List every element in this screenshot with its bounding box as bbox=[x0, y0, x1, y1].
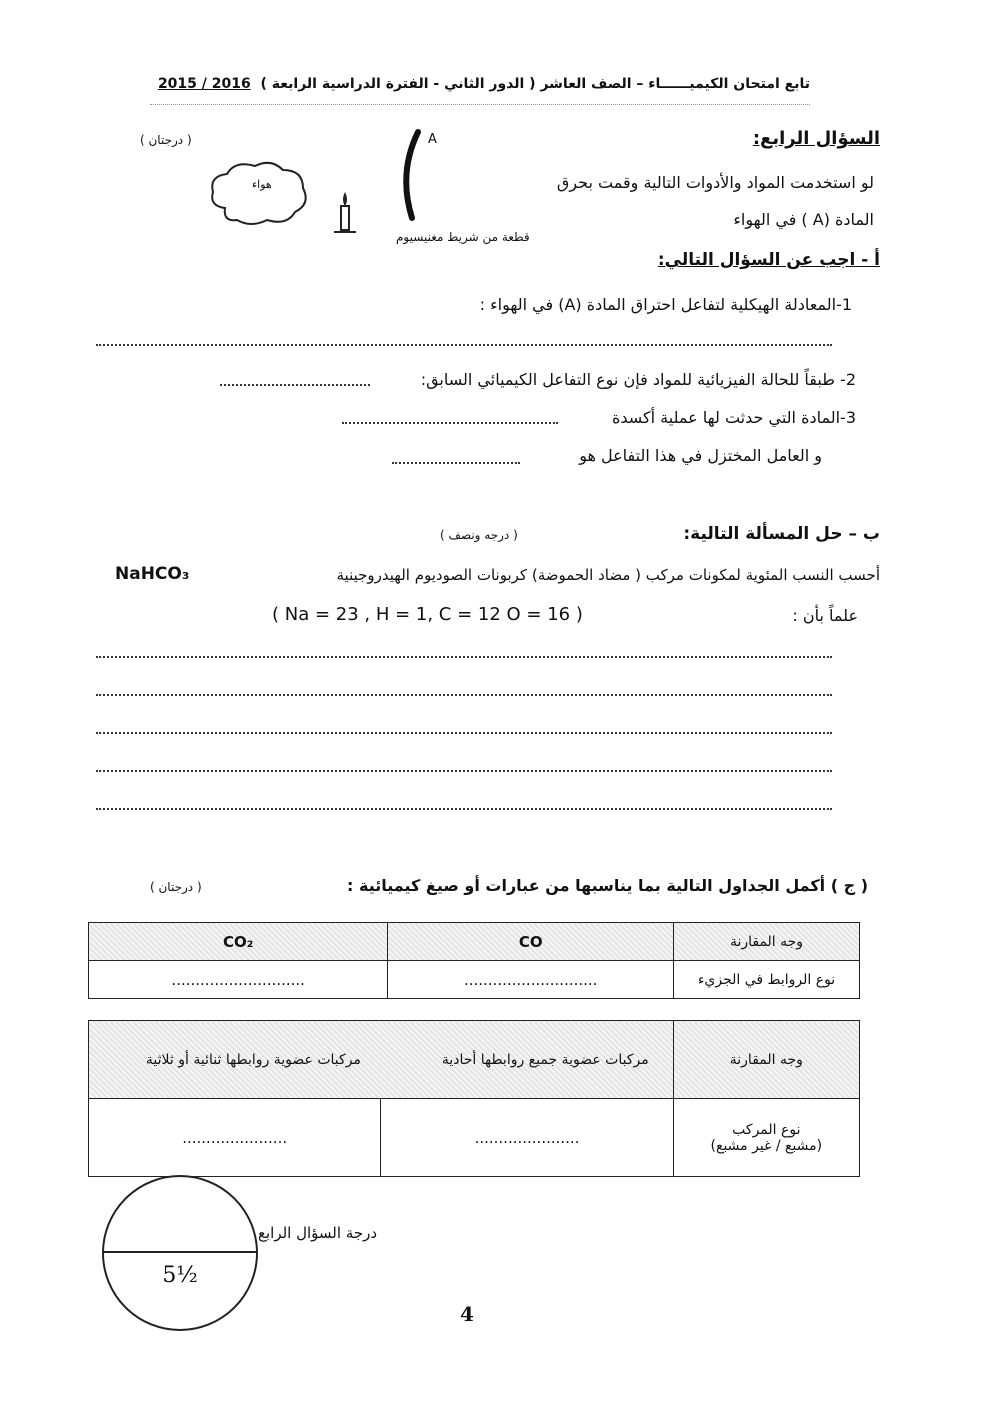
part-b-formula: NaHCO₃ bbox=[115, 564, 190, 584]
table1-answer-co2[interactable]: ............................ bbox=[89, 961, 388, 999]
answer-line-q3[interactable] bbox=[342, 422, 558, 424]
figure-label-a: A bbox=[428, 132, 437, 147]
air-cloud-icon bbox=[205, 158, 315, 230]
part-a-q3: 3-المادة التي حدثت لها عملية أكسدة bbox=[611, 408, 856, 427]
question-title: السؤال الرابع: bbox=[752, 128, 880, 149]
part-a-q3b: و العامل المختزل في هذا التفاعل هو bbox=[579, 446, 822, 465]
score-divider bbox=[104, 1251, 256, 1253]
table2-header-label: وجه المقارنة bbox=[673, 1021, 859, 1099]
solution-line-5[interactable] bbox=[96, 808, 832, 810]
comparison-table-1 bbox=[88, 922, 860, 999]
part-b-given-values: ( Na = 23 , H = 1, C = 12 O = 16 ) bbox=[272, 604, 583, 625]
part-c-marks: ( درجتان ) bbox=[150, 880, 202, 894]
score-circle bbox=[102, 1175, 258, 1331]
answer-line-q3b[interactable] bbox=[392, 462, 520, 464]
part-a-q2: 2- طبقاً للحالة الفيزيائية للمواد فإن نوع التفاعل الكيميائي السابق: bbox=[420, 370, 856, 389]
table1-col-co2: CO₂ bbox=[89, 923, 388, 961]
table2-header-cells bbox=[89, 1021, 674, 1099]
question-marks: ( درجتان ) bbox=[140, 133, 192, 147]
table1-col-co: CO bbox=[388, 923, 674, 961]
header-prefix: تابع امتحان الكيميــــــاء – الصف العاشر ( الدور الثاني - الفترة الدراسية الرابعة ) bbox=[260, 76, 810, 92]
part-b-title: ب – حل المسألة التالية: bbox=[683, 524, 880, 544]
page-number: 4 bbox=[460, 1302, 474, 1326]
header-years: 2016 / 2015 bbox=[157, 76, 251, 92]
answer-line-q1[interactable] bbox=[96, 344, 832, 346]
table2-col-saturated: مركبات عضوية جميع روابطها أحادية bbox=[441, 1051, 649, 1068]
solution-line-2[interactable] bbox=[96, 694, 832, 696]
score-value: 5½ bbox=[162, 1263, 198, 1288]
part-a-title: أ - اجب عن السؤال التالي: bbox=[657, 250, 880, 270]
solution-line-3[interactable] bbox=[96, 732, 832, 734]
part-a-q1: 1-المعادلة الهيكلية لتفاعل احتراق المادة (A) في الهواء : bbox=[479, 295, 852, 314]
magnesium-ribbon-icon bbox=[390, 128, 430, 223]
intro-line-2: المادة (A ) في الهواء bbox=[733, 210, 874, 229]
answer-line-q2[interactable] bbox=[220, 384, 370, 386]
table1-row-label: نوع الروابط في الجزيء bbox=[674, 961, 860, 999]
part-b-marks: ( درجه ونصف ) bbox=[440, 528, 518, 542]
part-b-problem: أحسب النسب المئوية لمكونات مركب ( مضاد الحموضة) كربونات الصوديوم الهيدروجينية bbox=[336, 566, 880, 584]
comparison-table-2 bbox=[88, 1020, 860, 1177]
ribbon-caption: قطعة من شريط مغنيسيوم bbox=[396, 230, 530, 244]
table2-answer-saturated[interactable]: ...................... bbox=[381, 1099, 673, 1177]
solution-line-4[interactable] bbox=[96, 770, 832, 772]
part-c-title: ( ج ) أكمل الجداول التالية بما يناسبها من عبارات أو صيغ كيميائية : bbox=[347, 876, 868, 895]
header-divider bbox=[150, 104, 810, 105]
table1-header-label: وجه المقارنة bbox=[674, 923, 860, 961]
intro-line-1: لو استخدمت المواد والأدوات التالية وقمت بحرق bbox=[556, 173, 874, 192]
table2-col-unsaturated: مركبات عضوية روابطها ثنائية أو ثلاثية bbox=[145, 1051, 361, 1068]
table2-row-label bbox=[673, 1099, 859, 1177]
table2-row-label-line2: (مشبع / غير مشبع) bbox=[710, 1137, 823, 1154]
air-label: هواء bbox=[252, 178, 272, 191]
table2-row-label-line1: نوع المركب bbox=[732, 1121, 801, 1138]
candle-icon bbox=[330, 190, 360, 240]
table1-answer-co[interactable]: ............................ bbox=[388, 961, 674, 999]
solution-line-1[interactable] bbox=[96, 656, 832, 658]
exam-header bbox=[150, 76, 810, 92]
score-label: درجة السؤال الرابع bbox=[258, 1224, 378, 1242]
table2-answer-unsaturated[interactable]: ...................... bbox=[89, 1099, 381, 1177]
part-b-given-label: علماً بأن : bbox=[792, 606, 858, 625]
